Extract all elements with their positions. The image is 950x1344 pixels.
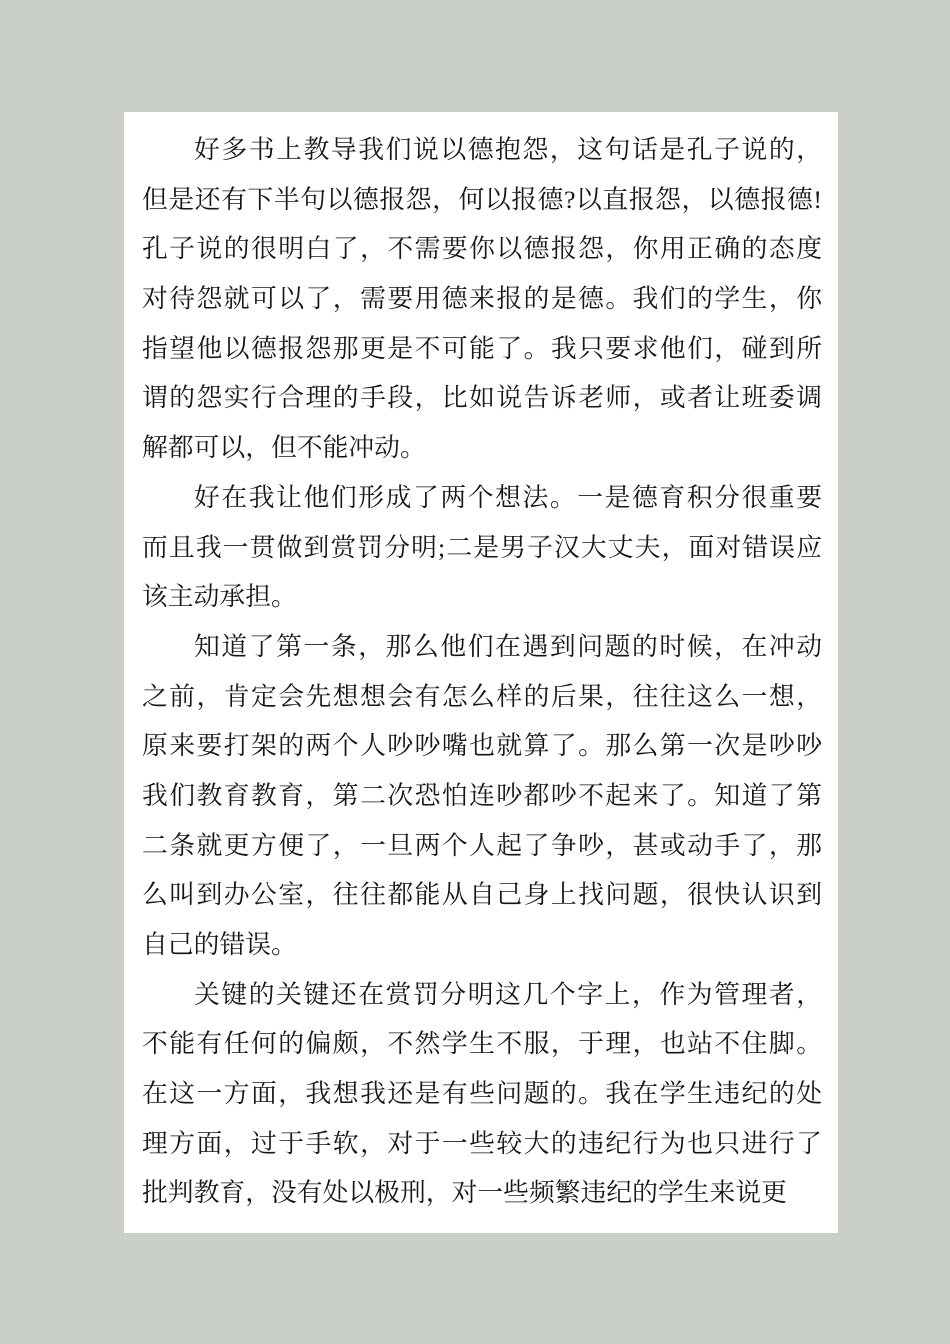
text-line: 之前，肯定会先想想会有怎么样的后果，往往这么一想， xyxy=(142,681,822,711)
text-line: 自己的错误。 xyxy=(142,930,297,959)
text-line: 在这一方面，我想我还是有些问题的。我在学生违纪的处 xyxy=(142,1079,822,1109)
text-line: 批判教育，没有处以极刑，对一些频繁违纪的学生来说更 xyxy=(142,1178,787,1208)
text-line: 对待怨就可以了，需要用德来报的是德。我们的学生，你 xyxy=(142,284,822,314)
text-line: 二条就更方便了，一旦两个人起了争吵，甚或动手了，那 xyxy=(142,830,822,860)
document-text xyxy=(124,112,838,1233)
text-line: 而且我一贯做到赏罚分明;二是男子汉大丈夫，面对错误应 xyxy=(142,532,822,562)
text-line: 么叫到办公室，往往都能从自己身上找问题，很快认识到 xyxy=(142,880,822,910)
text-line: 我们教育教育，第二次恐怕连吵都吵不起来了。知道了第 xyxy=(142,780,822,810)
text-line: 但是还有下半句以德报怨，何以报德?以直报怨，以德报德! xyxy=(142,184,822,214)
text-line: 指望他以德报怨那更是不可能了。我只要求他们，碰到所 xyxy=(142,333,822,363)
text-line: 知道了第一条，那么他们在遇到问题的时候，在冲动 xyxy=(194,631,822,661)
text-line: 解都可以，但不能冲动。 xyxy=(142,433,426,463)
text-line: 不能有任何的偏颇，不然学生不服，于理，也站不住脚。 xyxy=(142,1029,822,1059)
text-line: 原来要打架的两个人吵吵嘴也就算了。那么第一次是吵吵 xyxy=(142,731,822,761)
text-line: 关键的关键还在赏罚分明这几个字上，作为管理者， xyxy=(194,979,822,1009)
text-line: 好在我让他们形成了两个想法。一是德育积分很重要 xyxy=(194,482,822,512)
document-page xyxy=(124,112,838,1233)
text-line: 好多书上教导我们说以德抱怨，这句话是孔子说的， xyxy=(194,135,822,164)
text-line: 该主动承担。 xyxy=(142,582,297,612)
text-line: 理方面，过于手软，对于一些较大的违纪行为也只进行了 xyxy=(142,1128,822,1158)
text-line: 谓的怨实行合理的手段，比如说告诉老师，或者让班委调 xyxy=(142,383,822,413)
text-line: 孔子说的很明白了，不需要你以德报怨，你用正确的态度 xyxy=(142,234,822,264)
